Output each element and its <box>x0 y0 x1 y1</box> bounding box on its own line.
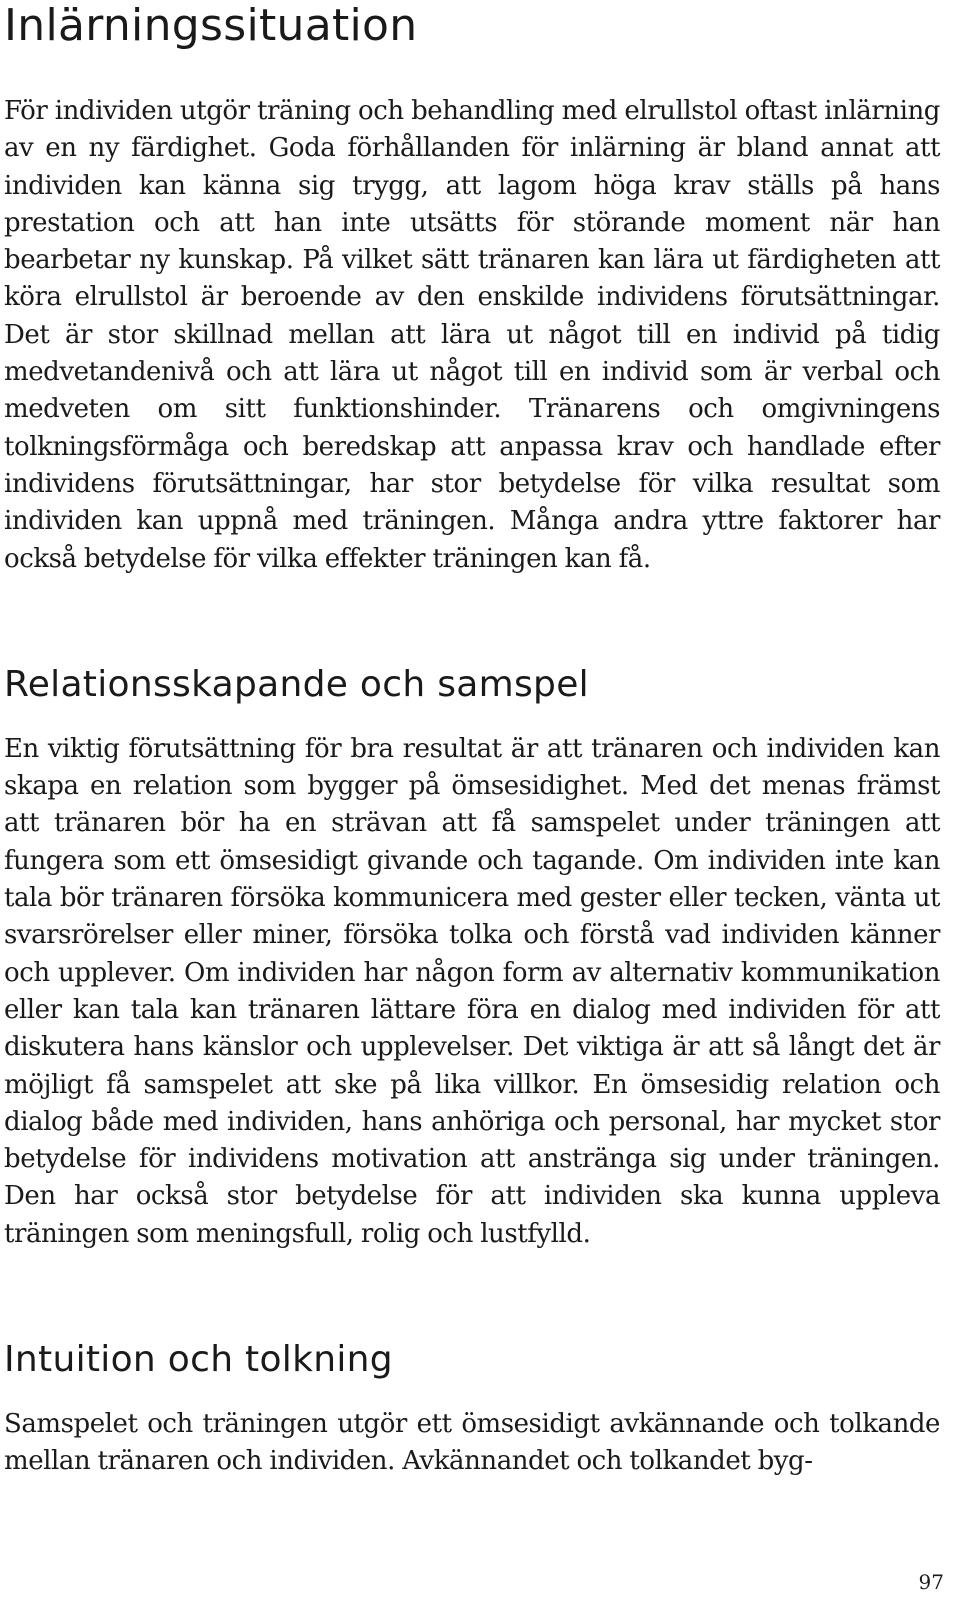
document-page <box>4 0 940 1481</box>
section-heading-relationsskapande: Relationsskapande och samspel <box>4 663 589 705</box>
section-heading-inlarningssituation: Inlärningssituation <box>4 0 418 51</box>
section-paragraph-relationsskapande: En viktig förutsättning för bra resultat är att tränaren och individen kan skapa en relation som bygger på ömsesidighet. Med det menas främst att tränaren bör ha en strävan att få samspelet under träningen att fungera som ett ömsesidigt givande och tagande. Om individen inte kan tala bör tränaren försöka kommunicera med gester eller tecken, vänta ut svarsrörelser eller miner, försöka tolka och förstå vad individen känner och upplever. Om individen har någon form av alternativ kommunikation eller kan tala kan tränaren lättare föra en dialog med individen för att diskutera hans känslor och upplevelser. Det viktiga är att så långt det är möjligt få samspelet att ske på lika villkor. En ömsesidig relation och dialog både med individen, hans anhöriga och personal, har mycket stor betydelse för individens motivation att anstränga sig under träningen. Den har också stor betydelse för att individen ska kunna uppleva träningen som meningsfull, rolig och lustfylld. <box>4 733 940 1249</box>
page-number: 97 <box>918 1570 944 1594</box>
section-paragraph-intuition: Samspelet och träningen utgör ett ömsesidigt avkännande och tolkande mellan tränaren och individen. Avkännandet och tolkandet byg- <box>4 1409 940 1477</box>
section-paragraph-inlarningssituation: För individen utgör träning och behandling med elrullstol oftast inlärning av en ny färdighet. Goda förhållanden för inlärning är bland annat att individen kan känna sig trygg, att lagom höga krav ställs på hans prestation och att han inte utsätts för störande moment när han bearbetar ny kunskap. På vilket sätt tränaren kan lära ut färdigheten att köra elrullstol är beroende av den enskilde individens förutsättningar. Det är stor skillnad mellan att lära ut något till en individ på tidig medvetandenivå och att lära ut något till en individ som är verbal och medveten om sitt funktionshinder. Tränarens och omgivningens tolkningsförmåga och beredskap att anpassa krav och handlade efter individens förutsättningar, har stor betydelse för vilka resultat som individen kan uppnå med träningen. Många andra yttre faktorer har också betydelse för vilka effekter träningen kan få. <box>4 96 940 574</box>
section-heading-intuition: Intuition och tolkning <box>4 1339 393 1381</box>
